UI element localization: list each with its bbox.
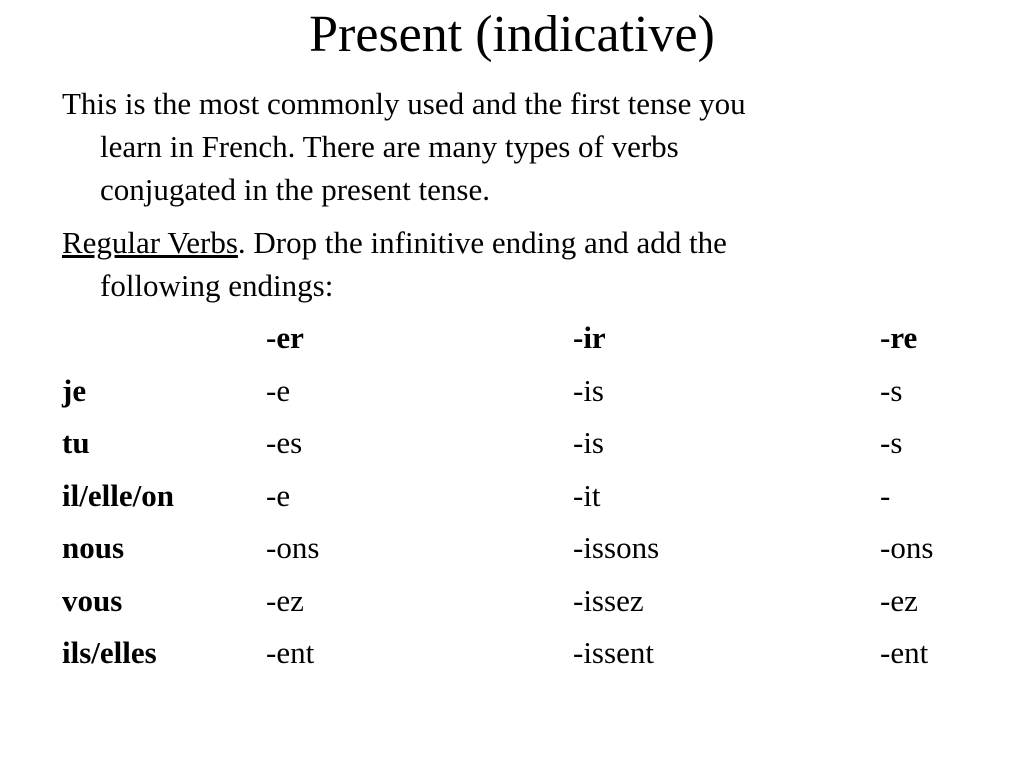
re-ending-cell: -s xyxy=(880,372,903,408)
header-ir: -ir xyxy=(573,320,606,355)
conjugation-table xyxy=(62,315,992,683)
regular-verbs-line-1 xyxy=(62,221,962,264)
table-row xyxy=(62,368,992,421)
table-row xyxy=(62,420,992,473)
ir-ending-cell: -is xyxy=(573,372,604,408)
pronoun-cell: vous xyxy=(62,582,123,618)
ir-ending-cell: -is xyxy=(573,425,604,460)
table-row xyxy=(62,473,992,526)
pronoun-cell: il/elle/on xyxy=(62,477,174,513)
regular-verbs-instruction: . Drop the infinitive ending and add the xyxy=(237,225,727,260)
pronoun-cell: je xyxy=(62,372,87,408)
intro-line-3: conjugated in the present tense. xyxy=(100,172,490,207)
ir-ending-cell: -it xyxy=(573,477,601,513)
regular-verbs-paragraph xyxy=(62,221,962,307)
pronoun-cell: ils/elles xyxy=(62,635,157,670)
er-ending-cell: -ent xyxy=(266,635,315,670)
er-ending-cell: -ons xyxy=(266,530,320,565)
table-header-row xyxy=(62,315,992,368)
regular-verbs-line-2: following endings: xyxy=(100,268,334,303)
er-ending-cell: -es xyxy=(266,425,303,460)
regular-verbs-heading: Regular Verbs xyxy=(62,225,238,260)
pronoun-cell: tu xyxy=(62,425,90,460)
slide-title: Present (indicative) xyxy=(309,6,715,63)
ir-ending-cell: -issent xyxy=(573,635,654,670)
pronoun-cell: nous xyxy=(62,530,125,565)
er-ending-cell: -e xyxy=(266,477,291,513)
er-ending-cell: -ez xyxy=(266,582,304,618)
ir-ending-cell: -issons xyxy=(573,530,660,565)
re-ending-cell: -ent xyxy=(880,635,929,670)
ir-ending-cell: -issez xyxy=(573,582,644,618)
table-row xyxy=(62,630,992,683)
re-ending-cell: - xyxy=(880,477,891,513)
intro-line-2: learn in French. There are many types of verbs xyxy=(100,129,679,164)
intro-line-1: This is the most commonly used and the first tense you xyxy=(62,86,746,121)
re-ending-cell: -ez xyxy=(880,582,918,618)
re-ending-cell: -ons xyxy=(880,530,934,565)
intro-paragraph xyxy=(62,82,962,211)
re-ending-cell: -s xyxy=(880,425,903,460)
header-er: -er xyxy=(266,320,304,355)
table-row xyxy=(62,578,992,631)
header-re: -re xyxy=(880,320,918,355)
er-ending-cell: -e xyxy=(266,372,291,408)
table-row xyxy=(62,525,992,578)
